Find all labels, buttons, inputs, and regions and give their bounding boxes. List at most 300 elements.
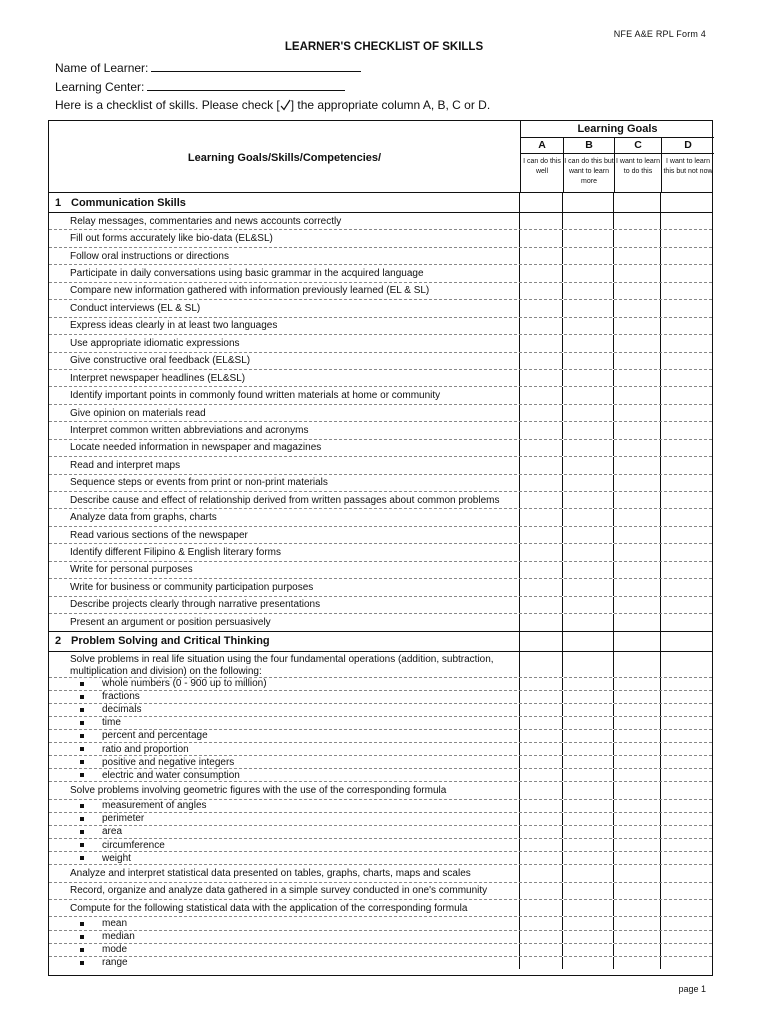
skill-row — [49, 299, 712, 316]
checkbox-column-c[interactable] — [614, 527, 661, 543]
checkbox-column-c[interactable] — [614, 900, 661, 916]
checkbox-column-c[interactable] — [614, 265, 661, 281]
sub-skill-row — [49, 838, 712, 851]
section-column-b-cell — [563, 193, 614, 212]
skill-text: whole numbers (0 - 900 up to million) — [102, 678, 267, 690]
section-number: 2 — [55, 635, 62, 647]
checkbox-column-c[interactable] — [614, 440, 661, 456]
checkbox-column-d[interactable] — [661, 597, 712, 613]
skill-text: Follow oral instructions or directions — [70, 250, 229, 262]
checkbox-column-b[interactable] — [563, 813, 614, 825]
checkbox-column-d[interactable] — [661, 440, 712, 456]
checkbox-column-d[interactable] — [661, 370, 712, 386]
checkbox-column-b[interactable] — [563, 839, 614, 851]
checkbox-column-c[interactable] — [614, 944, 661, 956]
skill-cell — [49, 387, 520, 403]
checklist-rows — [49, 192, 712, 969]
checkbox-column-a[interactable] — [520, 826, 563, 838]
checkbox-column-b[interactable] — [563, 614, 614, 630]
checkbox-column-d[interactable] — [661, 283, 712, 299]
checkbox-column-b[interactable] — [563, 387, 614, 403]
checkbox-column-d[interactable] — [661, 717, 712, 729]
skill-cell — [49, 852, 520, 864]
checkbox-column-c[interactable] — [614, 691, 661, 703]
skill-row — [49, 456, 712, 473]
checkbox-column-d[interactable] — [661, 544, 712, 560]
checkbox-column-c[interactable] — [614, 283, 661, 299]
checkbox-column-c[interactable] — [614, 300, 661, 316]
checkbox-column-c[interactable] — [614, 743, 661, 755]
checkbox-column-b[interactable] — [563, 944, 614, 956]
checkbox-column-d[interactable] — [661, 865, 712, 881]
checkbox-column-c[interactable] — [614, 213, 661, 229]
bullet-icon — [80, 817, 84, 821]
skills-header: Learning Goals/Skills/Competencies/ — [187, 152, 382, 164]
skill-cell — [49, 318, 520, 334]
checkbox-column-b[interactable] — [563, 826, 614, 838]
checkbox-column-b[interactable] — [563, 883, 614, 899]
checkbox-column-a[interactable] — [520, 475, 563, 491]
page-number: page 1 — [678, 984, 706, 994]
checkbox-column-b[interactable] — [563, 440, 614, 456]
checkbox-column-c[interactable] — [614, 813, 661, 825]
skill-text: Express ideas clearly in at least two languages — [70, 320, 278, 332]
checkbox-column-b[interactable] — [563, 335, 614, 351]
checkbox-column-a[interactable] — [520, 370, 563, 386]
checkbox-column-a[interactable] — [520, 769, 563, 781]
form-id: NFE A&E RPL Form 4 — [613, 29, 706, 39]
checkbox-column-d[interactable] — [661, 917, 712, 929]
skill-text: Record, organize and analyze data gathered in a simple survey conducted in one's community — [70, 885, 488, 897]
skill-text: Identify different Filipino & English literary forms — [70, 547, 282, 559]
skill-cell — [49, 826, 520, 838]
checkbox-column-c[interactable] — [614, 335, 661, 351]
skill-text: Describe cause and effect of relationship derived from written passages about common problems — [70, 494, 500, 506]
skill-text: Relay messages, commentaries and news accounts correctly — [70, 215, 342, 227]
checkbox-column-d[interactable] — [661, 813, 712, 825]
column-a-desc: I can do this well — [521, 154, 564, 192]
skill-cell — [49, 883, 520, 899]
sub-skill-row — [49, 729, 712, 742]
checkbox-column-d[interactable] — [661, 422, 712, 438]
checkbox-column-d[interactable] — [661, 800, 712, 812]
skill-cell — [49, 335, 520, 351]
checkbox-column-a[interactable] — [520, 597, 563, 613]
checkbox-column-c[interactable] — [614, 544, 661, 560]
checkbox-column-c[interactable] — [614, 509, 661, 525]
skills-header-cell — [49, 121, 521, 192]
checkbox-column-a[interactable] — [520, 248, 563, 264]
checkbox-column-d[interactable] — [661, 957, 712, 969]
skill-text: Give opinion on materials read — [70, 407, 206, 419]
skill-cell — [49, 931, 520, 943]
checkbox-column-d[interactable] — [661, 527, 712, 543]
checkbox-column-d[interactable] — [661, 457, 712, 473]
checkbox-column-b[interactable] — [563, 353, 614, 369]
checkbox-column-a[interactable] — [520, 579, 563, 595]
checkbox-column-a[interactable] — [520, 957, 563, 969]
skill-cell — [49, 457, 520, 473]
checkbox-column-b[interactable] — [563, 800, 614, 812]
checkbox-column-a[interactable] — [520, 944, 563, 956]
checkbox-column-d[interactable] — [661, 756, 712, 768]
checkbox-column-a[interactable] — [520, 813, 563, 825]
section-number: 1 — [55, 196, 62, 209]
checkbox-column-b[interactable] — [563, 509, 614, 525]
sub-skill-row — [49, 916, 712, 929]
checkbox-column-c[interactable] — [614, 931, 661, 943]
checkbox-column-a[interactable] — [520, 691, 563, 703]
checkbox-column-c[interactable] — [614, 717, 661, 729]
checkbox-column-c[interactable] — [614, 562, 661, 578]
checkbox-column-d[interactable] — [661, 678, 712, 690]
skill-text: area — [102, 826, 123, 838]
checkbox-column-a[interactable] — [520, 917, 563, 929]
checkbox-column-c[interactable] — [614, 353, 661, 369]
checkbox-column-b[interactable] — [563, 213, 614, 229]
skill-cell — [49, 944, 520, 956]
skill-text: Read and interpret maps — [70, 459, 181, 471]
checkbox-column-c[interactable] — [614, 230, 661, 246]
checkbox-column-b[interactable] — [563, 475, 614, 491]
checkbox-column-a[interactable] — [520, 562, 563, 578]
skill-cell — [49, 213, 520, 229]
checkbox-column-d[interactable] — [661, 562, 712, 578]
checkbox-column-b[interactable] — [563, 652, 614, 677]
checkbox-column-a[interactable] — [520, 283, 563, 299]
checkbox-column-a[interactable] — [520, 756, 563, 768]
checkbox-column-a[interactable] — [520, 743, 563, 755]
learning-goals-header-cell — [521, 121, 714, 192]
instruction-before: Here is a checklist of skills. Please check [ — [55, 98, 280, 112]
checkbox-column-b[interactable] — [563, 527, 614, 543]
section-header-row — [49, 631, 712, 651]
checkbox-column-a[interactable] — [520, 265, 563, 281]
checkbox-column-c[interactable] — [614, 457, 661, 473]
skill-row — [49, 421, 712, 438]
instruction-after: ] the appropriate column A, B, C or D. — [290, 98, 491, 112]
checkbox-column-d[interactable] — [661, 839, 712, 851]
checkbox-column-a[interactable] — [520, 509, 563, 525]
checkbox-column-a[interactable] — [520, 900, 563, 916]
skill-text: Conduct interviews (EL & SL) — [70, 302, 201, 314]
checkbox-column-b[interactable] — [563, 931, 614, 943]
checkbox-column-a[interactable] — [520, 931, 563, 943]
sub-skill-row — [49, 851, 712, 864]
checkbox-column-c[interactable] — [614, 652, 661, 677]
checkbox-column-c[interactable] — [614, 782, 661, 798]
checkbox-column-b[interactable] — [563, 730, 614, 742]
skill-row — [49, 491, 712, 508]
learner-name-field — [55, 61, 361, 75]
checkbox-column-b[interactable] — [563, 457, 614, 473]
checkbox-column-b[interactable] — [563, 743, 614, 755]
checkbox-column-c[interactable] — [614, 704, 661, 716]
bullet-icon — [80, 760, 84, 764]
checklist-table — [48, 120, 713, 976]
checkbox-column-a[interactable] — [520, 527, 563, 543]
checkbox-column-a[interactable] — [520, 704, 563, 716]
page-title: LEARNER'S CHECKLIST OF SKILLS — [284, 41, 484, 53]
checkbox-column-b[interactable] — [563, 230, 614, 246]
skill-row — [49, 864, 712, 881]
checkbox-column-c[interactable] — [614, 839, 661, 851]
skill-row — [49, 404, 712, 421]
checkbox-column-d[interactable] — [661, 318, 712, 334]
skill-text: decimals — [102, 704, 142, 716]
skill-text: Use appropriate idiomatic expressions — [70, 337, 240, 349]
checkbox-column-b[interactable] — [563, 769, 614, 781]
skill-text: mode — [102, 944, 128, 956]
skill-cell — [49, 769, 520, 781]
checkbox-column-c[interactable] — [614, 756, 661, 768]
checkbox-column-c[interactable] — [614, 492, 661, 508]
checkbox-column-a[interactable] — [520, 544, 563, 560]
skill-cell — [49, 562, 520, 578]
skill-row — [49, 369, 712, 386]
sub-skill-row — [49, 956, 712, 969]
checkbox-column-b[interactable] — [563, 562, 614, 578]
checkbox-column-b[interactable] — [563, 900, 614, 916]
column-c-desc: I want to learn to do this — [615, 154, 662, 192]
skill-cell — [49, 492, 520, 508]
checkbox-column-a[interactable] — [520, 213, 563, 229]
checkbox-column-a[interactable] — [520, 353, 563, 369]
skill-cell — [49, 717, 520, 729]
checkbox-column-c[interactable] — [614, 769, 661, 781]
skill-text: Write for business or community participation purposes — [70, 581, 314, 593]
checkbox-column-b[interactable] — [563, 370, 614, 386]
skill-text: Locate needed information in newspaper and magazines — [70, 442, 322, 454]
sub-skill-row — [49, 812, 712, 825]
checkbox-column-a[interactable] — [520, 614, 563, 630]
checkbox-column-a[interactable] — [520, 422, 563, 438]
skill-text: Participate in daily conversations using basic grammar in the acquired language — [70, 268, 424, 280]
checkbox-column-b[interactable] — [563, 756, 614, 768]
checkbox-column-d[interactable] — [661, 387, 712, 403]
skill-row — [49, 578, 712, 595]
checkbox-column-c[interactable] — [614, 865, 661, 881]
checkbox-column-d[interactable] — [661, 782, 712, 798]
checkbox-column-c[interactable] — [614, 917, 661, 929]
skill-cell — [49, 917, 520, 929]
skill-row — [49, 352, 712, 369]
skill-cell — [49, 248, 520, 264]
checkbox-column-a[interactable] — [520, 387, 563, 403]
section-column-d-cell — [661, 193, 712, 212]
bullet-icon — [80, 935, 84, 939]
checkbox-column-a[interactable] — [520, 839, 563, 851]
section-column-a-cell — [520, 193, 563, 212]
sub-skill-row — [49, 677, 712, 690]
section-column-d-cell — [661, 632, 712, 651]
checkbox-column-d[interactable] — [661, 614, 712, 630]
checkbox-column-d[interactable] — [661, 852, 712, 864]
checkbox-column-d[interactable] — [661, 743, 712, 755]
skill-text: Fill out forms accurately like bio-data (EL&SL) — [70, 233, 273, 245]
checkbox-column-a[interactable] — [520, 883, 563, 899]
bullet-icon — [80, 721, 84, 725]
checkbox-column-b[interactable] — [563, 300, 614, 316]
sub-skill-row — [49, 703, 712, 716]
skill-text: circumference — [102, 839, 165, 851]
checkbox-column-c[interactable] — [614, 579, 661, 595]
section-column-c-cell — [614, 632, 661, 651]
checkbox-column-a[interactable] — [520, 492, 563, 508]
checkbox-column-c[interactable] — [614, 800, 661, 812]
checkbox-column-d[interactable] — [661, 335, 712, 351]
skill-row — [49, 543, 712, 560]
checkbox-column-b[interactable] — [563, 283, 614, 299]
checkbox-column-b[interactable] — [563, 405, 614, 421]
skill-text: Read various sections of the newspaper — [70, 529, 248, 541]
checkbox-column-b[interactable] — [563, 717, 614, 729]
skill-text: median — [102, 931, 135, 943]
checkbox-column-d[interactable] — [661, 769, 712, 781]
checkbox-column-d[interactable] — [661, 883, 712, 899]
checkbox-column-a[interactable] — [520, 652, 563, 677]
instructions — [55, 98, 490, 112]
checkbox-column-b[interactable] — [563, 544, 614, 560]
checkbox-column-c[interactable] — [614, 957, 661, 969]
checkbox-column-b[interactable] — [563, 678, 614, 690]
checkbox-column-d[interactable] — [661, 475, 712, 491]
checkbox-column-c[interactable] — [614, 852, 661, 864]
checkbox-column-d[interactable] — [661, 652, 712, 677]
bullet-icon — [80, 747, 84, 751]
skill-cell — [49, 353, 520, 369]
skill-cell — [49, 370, 520, 386]
skill-cell — [49, 579, 520, 595]
section-title-cell — [49, 193, 520, 212]
checkbox-column-d[interactable] — [661, 579, 712, 595]
checkbox-column-b[interactable] — [563, 318, 614, 334]
checkbox-column-c[interactable] — [614, 883, 661, 899]
checkbox-column-c[interactable] — [614, 370, 661, 386]
checkbox-column-c[interactable] — [614, 826, 661, 838]
checkbox-column-d[interactable] — [661, 300, 712, 316]
skill-cell — [49, 509, 520, 525]
checkbox-column-a[interactable] — [520, 852, 563, 864]
bullet-icon — [80, 773, 84, 777]
skill-cell — [49, 544, 520, 560]
skill-row — [49, 526, 712, 543]
checkbox-column-a[interactable] — [520, 335, 563, 351]
skill-text: ratio and proportion — [102, 743, 189, 755]
checkbox-column-d[interactable] — [661, 730, 712, 742]
checkbox-column-a[interactable] — [520, 318, 563, 334]
checkbox-column-a[interactable] — [520, 457, 563, 473]
checkbox-column-c[interactable] — [614, 387, 661, 403]
checkbox-column-a[interactable] — [520, 730, 563, 742]
checkbox-column-c[interactable] — [614, 614, 661, 630]
checkbox-column-c[interactable] — [614, 405, 661, 421]
checkbox-column-b[interactable] — [563, 597, 614, 613]
checkbox-column-b[interactable] — [563, 704, 614, 716]
skill-cell — [49, 900, 520, 916]
checkbox-column-b[interactable] — [563, 422, 614, 438]
checkbox-column-d[interactable] — [661, 691, 712, 703]
checkbox-column-b[interactable] — [563, 957, 614, 969]
skill-row — [49, 264, 712, 281]
checkbox-column-d[interactable] — [661, 931, 712, 943]
learning-goals-header: Learning Goals — [521, 121, 714, 138]
checkbox-column-c[interactable] — [614, 678, 661, 690]
checkbox-column-a[interactable] — [520, 300, 563, 316]
skill-row — [49, 282, 712, 299]
checkbox-column-c[interactable] — [614, 597, 661, 613]
checkbox-column-b[interactable] — [563, 248, 614, 264]
checkbox-column-d[interactable] — [661, 248, 712, 264]
checkbox-column-d[interactable] — [661, 900, 712, 916]
skill-text: positive and negative integers — [102, 756, 235, 768]
skill-row — [49, 651, 712, 677]
checkbox-column-d[interactable] — [661, 213, 712, 229]
checkbox-column-d[interactable] — [661, 944, 712, 956]
bullet-icon — [80, 948, 84, 952]
skill-text: Solve problems in real life situation using the four fundamental operations (addition, subtraction, multiplication and division) on the following: — [70, 653, 494, 677]
skill-row — [49, 596, 712, 613]
learning-center-label: Learning Center: — [55, 80, 145, 94]
section-column-a-cell — [520, 632, 563, 651]
checkbox-column-a[interactable] — [520, 440, 563, 456]
checkbox-column-b[interactable] — [563, 579, 614, 595]
checkbox-column-a[interactable] — [520, 230, 563, 246]
checkbox-column-d[interactable] — [661, 492, 712, 508]
checkbox-column-b[interactable] — [563, 917, 614, 929]
skill-text: weight — [102, 852, 131, 864]
sub-skill-row — [49, 742, 712, 755]
checkbox-column-c[interactable] — [614, 730, 661, 742]
checkbox-column-c[interactable] — [614, 422, 661, 438]
checkbox-column-c[interactable] — [614, 318, 661, 334]
checkbox-column-b[interactable] — [563, 865, 614, 881]
checkbox-column-d[interactable] — [661, 704, 712, 716]
checkbox-column-d[interactable] — [661, 405, 712, 421]
checkbox-column-d[interactable] — [661, 265, 712, 281]
checkbox-column-b[interactable] — [563, 691, 614, 703]
skill-row — [49, 439, 712, 456]
learner-name-line — [151, 61, 361, 72]
checkbox-column-d[interactable] — [661, 509, 712, 525]
checkbox-column-d[interactable] — [661, 826, 712, 838]
checkbox-column-b[interactable] — [563, 782, 614, 798]
skill-cell — [49, 597, 520, 613]
checkbox-column-b[interactable] — [563, 492, 614, 508]
checkbox-column-d[interactable] — [661, 230, 712, 246]
checkbox-column-a[interactable] — [520, 678, 563, 690]
checkbox-column-c[interactable] — [614, 475, 661, 491]
bullet-icon — [80, 843, 84, 847]
column-descriptions — [521, 154, 714, 192]
skill-text: mean — [102, 918, 128, 930]
checkbox-column-a[interactable] — [520, 865, 563, 881]
checkbox-column-c[interactable] — [614, 248, 661, 264]
checkbox-column-a[interactable] — [520, 405, 563, 421]
checkbox-column-a[interactable] — [520, 717, 563, 729]
checkbox-column-a[interactable] — [520, 800, 563, 812]
section-title-cell — [49, 632, 520, 651]
section-title: Communication Skills — [71, 196, 186, 209]
checkbox-column-a[interactable] — [520, 782, 563, 798]
checkbox-column-d[interactable] — [661, 353, 712, 369]
checkbox-column-b[interactable] — [563, 265, 614, 281]
checkbox-column-b[interactable] — [563, 852, 614, 864]
bullet-icon — [80, 682, 84, 686]
section-column-b-cell — [563, 632, 614, 651]
bullet-icon — [80, 804, 84, 808]
skill-text: range — [102, 957, 128, 969]
